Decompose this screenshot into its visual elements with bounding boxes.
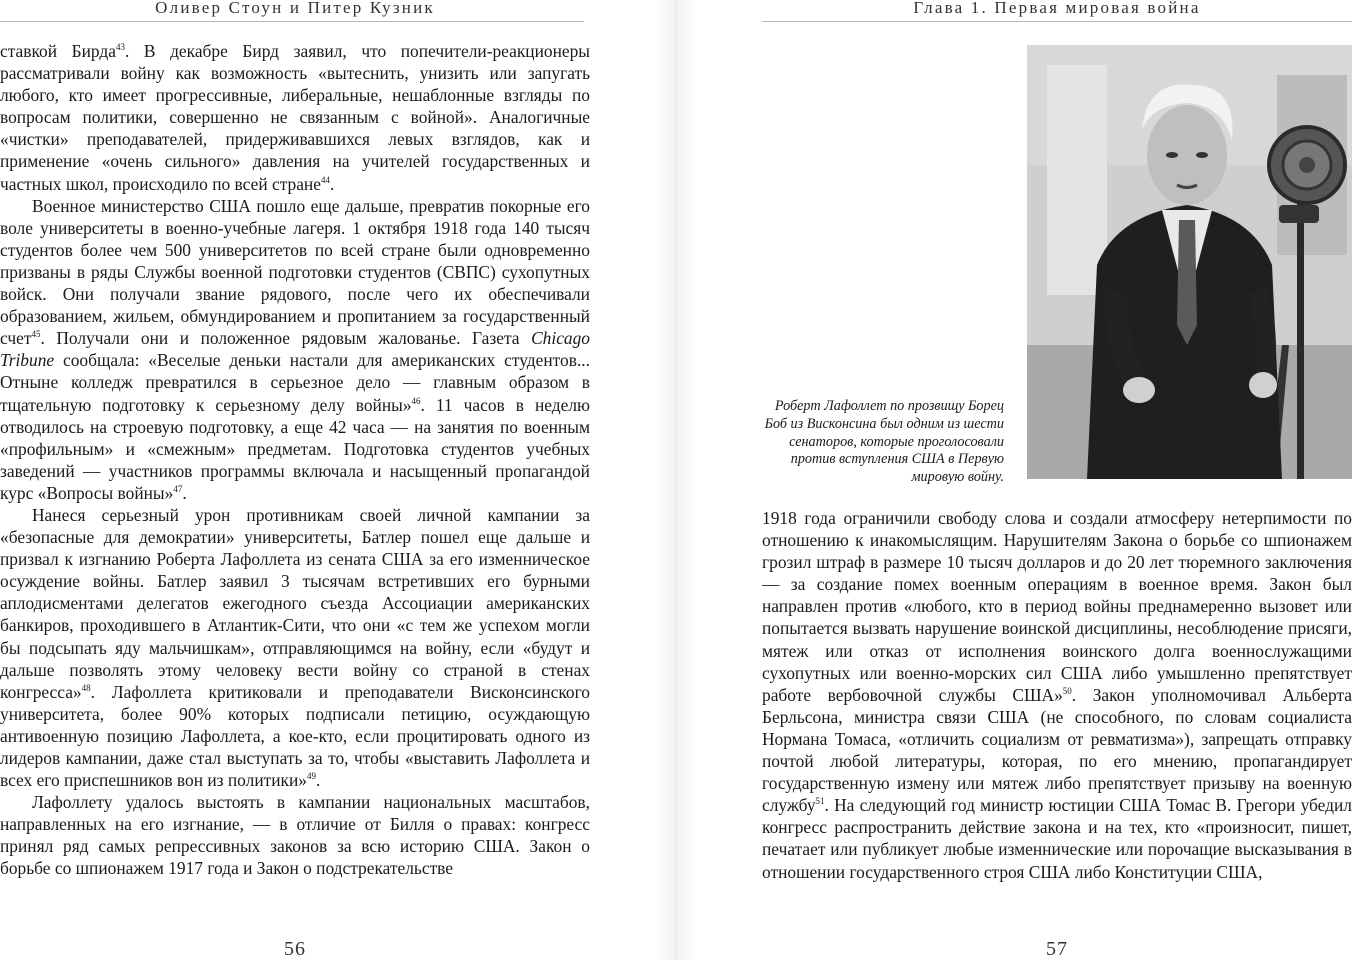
- running-head-right: Глава 1. Первая мировая война: [913, 0, 1201, 17]
- page-number-right: 57: [1046, 938, 1068, 960]
- text-run: Лафоллету удалось выстоять в кампании национальных масштабов, направленных на его изгнание, — в отличие от Билля о правах: конгресс принял ряд самых репрессивных законов за всю историю США. Закон о борьбе со шпионажем 1917 года и Закон о подстрекательстве: [0, 792, 590, 879]
- paragraph: [762, 507, 1352, 883]
- text-run: .: [182, 482, 187, 503]
- text-run: . В декабре Бирд заявил, что попечители-реакционеры рассматривали войну как возможность «вытеснить, унизить или запугать любого, кто имеет прогрессивные, либеральные, нешаблонные взгляды по вопросам политики, совершенно не связанным с войной». Аналогичные «чистки» преподавателей, придерживавшихся левых взглядов, как и применение «очень сильного» давления на учителей государственных и частных школ, происходило по всей стране: [0, 41, 590, 194]
- footnote-ref: 47: [173, 483, 183, 494]
- header-rule: [762, 21, 1352, 22]
- text-run: ставкой Бирда: [0, 41, 116, 61]
- book-spine-shadow: [655, 0, 697, 960]
- italic-text: Chicago Tribune: [0, 328, 590, 371]
- portrait-photo-illustration: [1027, 45, 1352, 479]
- paragraph: [0, 40, 590, 195]
- paragraph: [0, 195, 590, 504]
- figure-caption: Роберт Лафоллет по прозвищу Борец Боб из Висконсина был одним из шести сенаторов, которые проголосовали против вступления США в Первую мировую войну.: [764, 398, 1004, 486]
- text-run: . 11 часов в неделю отводилось на строевую подготовку, а еще 42 часа — на занятия по военным «профильным» и «смежным» предметам. Подготовка студентов учебных заведений — участников программы включала и насыщенный пропагандой курс «Вопросы войны»: [0, 394, 590, 503]
- running-head-left: Оливер Стоун и Питер Кузник: [155, 0, 435, 17]
- text-run: .: [329, 173, 335, 194]
- footnote-ref: 43: [115, 42, 125, 52]
- paragraph: [0, 791, 590, 879]
- text-run: 1918 года ограничили свободу слова и создали атмосферу нетерпимости по отношению к инакомыслящим. Нарушителям Закона о борьбе со шпионажем грозил штраф в размере 10 тысяч долларов и до 20 лет тюремного заключения — за создание помех военным операциям в военное время. Закон был направлен против «любого, кто в период войны преднамеренно вызовет или попытается вызвать нарушение воинской дисциплины, несоблюдение присяги, мятеж или отказ от исполнения воинского долга военнослужащими сухопутных или военно-морских сил США либо умышленно препятствует работе вербовочной службы США»: [762, 508, 1352, 705]
- text-run: . Закон уполномочивал Альберта Берльсона, министра связи США (не способного, по словам социалиста Нормана Томаса, «отличить социализм от ревматизма»), запрещать отправку почтой любой литературы, которая, по его мнению, пропагандирует государственную измену или мятеж либо препятствует призыву на военную службу: [762, 684, 1352, 816]
- page-number-left: 56: [284, 938, 306, 960]
- footnote-ref: 48: [81, 682, 91, 693]
- right-body-text: [762, 507, 1352, 883]
- portrait-photo: [1027, 45, 1352, 479]
- left-body-text: [0, 40, 590, 880]
- footnote-ref: 46: [411, 395, 421, 406]
- text-run: сообщала: «Веселые деньки настали для американских студентов... Отныне колледж превратился в серьезное дело — главным образом в тщательную подготовку к серьезному делу войны»: [0, 350, 590, 415]
- footnote-ref: 50: [1062, 685, 1072, 696]
- header-rule: [0, 21, 584, 22]
- left-page: [0, 0, 590, 960]
- footnote-ref: 44: [320, 174, 330, 185]
- footnote-ref: 45: [31, 329, 41, 340]
- right-page: [762, 0, 1352, 960]
- footnote-ref: 51: [815, 796, 825, 807]
- text-run: Нанеся серьезный урон противникам своей личной кампании за «безопасные для демократии» университеты, Батлер пошел еще дальше и призвал к изгнанию Роберта Лафоллета из сената США за его изменническое осуждение войны. Батлер заявил 3 тысячам встретивших его бурными аплодисментами делегатов ежегодного съезда Ассоциации американских банкиров, проходившего в Атлантик-Сити, что они «с тем же успехом могли бы подсыпать яду мальчишкам», отправляющимся на войну, если «будут и дальше позволять этому человеку вести войну со страной в стенах конгресса»: [0, 504, 590, 702]
- text-run: . Лафоллета критиковали и преподаватели Висконсинского университета, более 90% которых подписали петицию, осуждающую антивоенную позицию Лафоллета, а кое-кто, если процитировать одного из лидеров кампании, даже стал выступать за то, чтобы «выставить Лафоллета и всех его приспешников вон из политики»: [0, 681, 590, 791]
- text-run: Военное министерство США пошло еще дальше, превратив покорные его воле университеты в военно-учебные лагеря. 1 октября 1918 года 140 тысяч студентов более чем 500 университетов по всей стране были одновременно призваны в ряды Службы военной подготовки студентов (СВПС) сухопутных войск. Они получали звание рядового, после чего их обеспечивали образованием, жильем, обмундированием и пропитанием за государственный счет: [0, 195, 590, 349]
- text-run: .: [316, 770, 321, 791]
- text-run: . Получали они и положенное рядовым жалованье. Газета: [40, 328, 532, 349]
- paragraph: [0, 504, 590, 791]
- footnote-ref: 49: [307, 771, 316, 782]
- text-run: . На следующий год министр юстиции США Томас В. Грегори убедил конгресс распространить действие закона и на тех, кто «произносит, пишет, печатает или публикует любые изменнические или порочащие высказывания в отношении государственного строя США либо Конституции США,: [762, 795, 1352, 882]
